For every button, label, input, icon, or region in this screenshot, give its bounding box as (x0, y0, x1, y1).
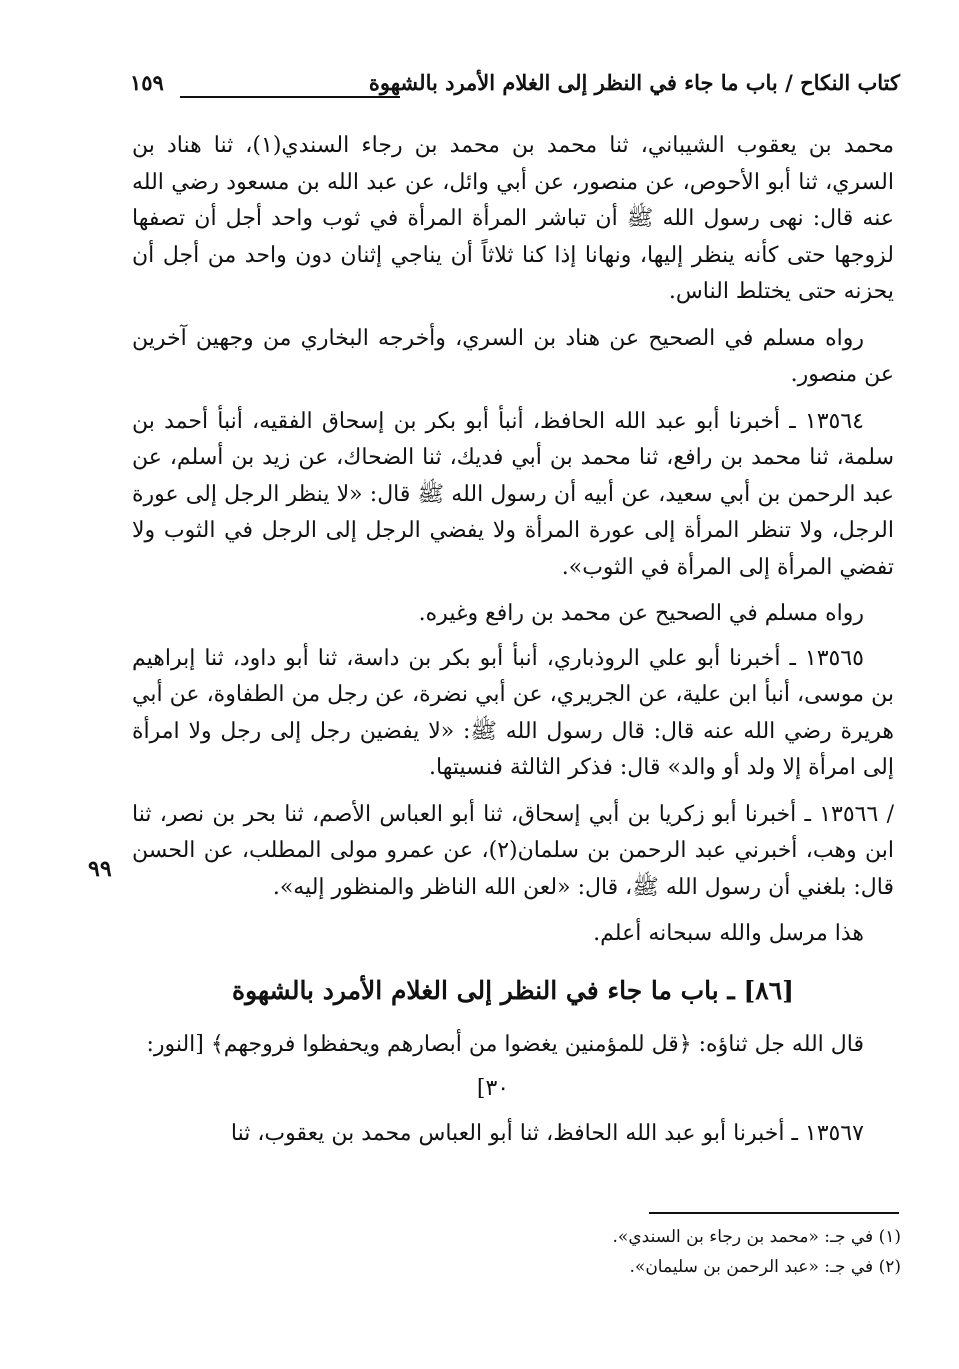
paragraph-1: محمد بن يعقوب الشيباني، ثنا محمد بن محمد بن رجاء السندي(١)، ثنا هناد بن السري، ثنا أبو الأحوص، عن منصور، عن أبي وائل، عن عبد الله بن مسعود رضي الله عنه قال: نهى رسول الله ﷺ أن تباشر المرأة المرأة في ثوب واحد أجل أن تصفها لزوجها حتى كأنه ينظر إليها، ونهانا إذا كنا ثلاثاً أن يناجي إثنان دون واحد من أجل أن يحزنه حتى يختلط الناس. (132, 133, 894, 304)
header-rule (180, 96, 400, 98)
paragraph-4: رواه مسلم في الصحيح عن محمد بن رافع وغيره. (418, 601, 864, 626)
running-header (130, 70, 900, 106)
hadith-13566 (132, 797, 894, 907)
page-number: ١٥٩ (130, 70, 164, 95)
footnote-rule (649, 1212, 899, 1214)
hadith-13566-text: ١٣٥٦٦ ـ أخبرنا أبو زكريا بن أبي إسحاق، ثنا أبو العباس الأصم، ثنا بحر بن نصر، ثنا ابن وهب، أخبرني عبد الرحمن بن سلمان(٢)، عن عمرو مولى المطلب، عن الحسن قال: بلغني أن رسول الله ﷺ، قال: «لعن الله الناظر والمنظور إليه». (132, 801, 894, 900)
slash-mark: / (886, 801, 894, 827)
running-title: كتاب النكاح / باب ما جاء في النظر إلى الغلام الأمرد بالشهوة (368, 70, 900, 95)
hadith-13565: ١٣٥٦٥ ـ أخبرنا أبو علي الروذباري، أنبأ أبو بكر بن داسة، ثنا أبو داود، ثنا إبراهيم بن موسى، أنبأ ابن علية، عن الجريري، عن أبي نضرة، عن رجل من الطفاوة، عن أبي هريرة رضي الله عنه قال: قال رسول الله ﷺ: «لا يفضين رجل إلى رجل ولا امرأة إلى امرأة إلا ولد أو والد» قال: فذكر الثالثة فنسيتها. (132, 645, 894, 780)
footnote-1: (١) في جـ: «محمد بن رجاء بن السندي». (612, 1227, 901, 1247)
hadith-13567: ١٣٥٦٧ ـ أخبرنا أبو عبد الله الحافظ، ثنا أبو العباس محمد بن يعقوب، ثنا (230, 1120, 864, 1146)
paragraph-7: هذا مرسل والله سبحانه أعلم. (593, 921, 864, 946)
main-text (132, 128, 894, 1162)
paragraph-2: رواه مسلم في الصحيح عن هناد بن السري، وأخرجه البخاري من وجهين آخرين عن منصور. (132, 325, 894, 387)
verse-line: قال الله جل ثناؤه: ﴿قل للمؤمنين يغضوا من أبصارهم ويحفظوا فروجهم﴾ [النور: (146, 1031, 864, 1057)
footnotes (401, 1222, 901, 1282)
margin-page-reference: ٩٩ (88, 856, 112, 882)
verse-reference-end: ٣٠] (476, 1076, 510, 1101)
chapter-heading: [٨٦] ـ باب ما جاء في النظر إلى الغلام الأمرد بالشهوة (231, 975, 794, 1005)
hadith-13564: ١٣٥٦٤ ـ أخبرنا أبو عبد الله الحافظ، أنبأ أبو بكر بن إسحاق الفقيه، أنبأ أحمد بن سلمة، ثنا محمد بن رافع، ثنا محمد بن أبي فديك، ثنا الضحاك، عن زيد بن أسلم، عن عبد الرحمن بن أبي سعيد، عن أبيه أن رسول الله ﷺ قال: «لا ينظر الرجل إلى عورة الرجل، ولا تنظر المرأة إلى عورة المرأة ولا يفضي الرجل إلى الرجل في الثوب ولا تفضي المرأة إلى المرأة في الثوب». (132, 408, 894, 580)
footnote-2: (٢) في جـ: «عبد الرحمن بن سليمان». (629, 1257, 901, 1277)
